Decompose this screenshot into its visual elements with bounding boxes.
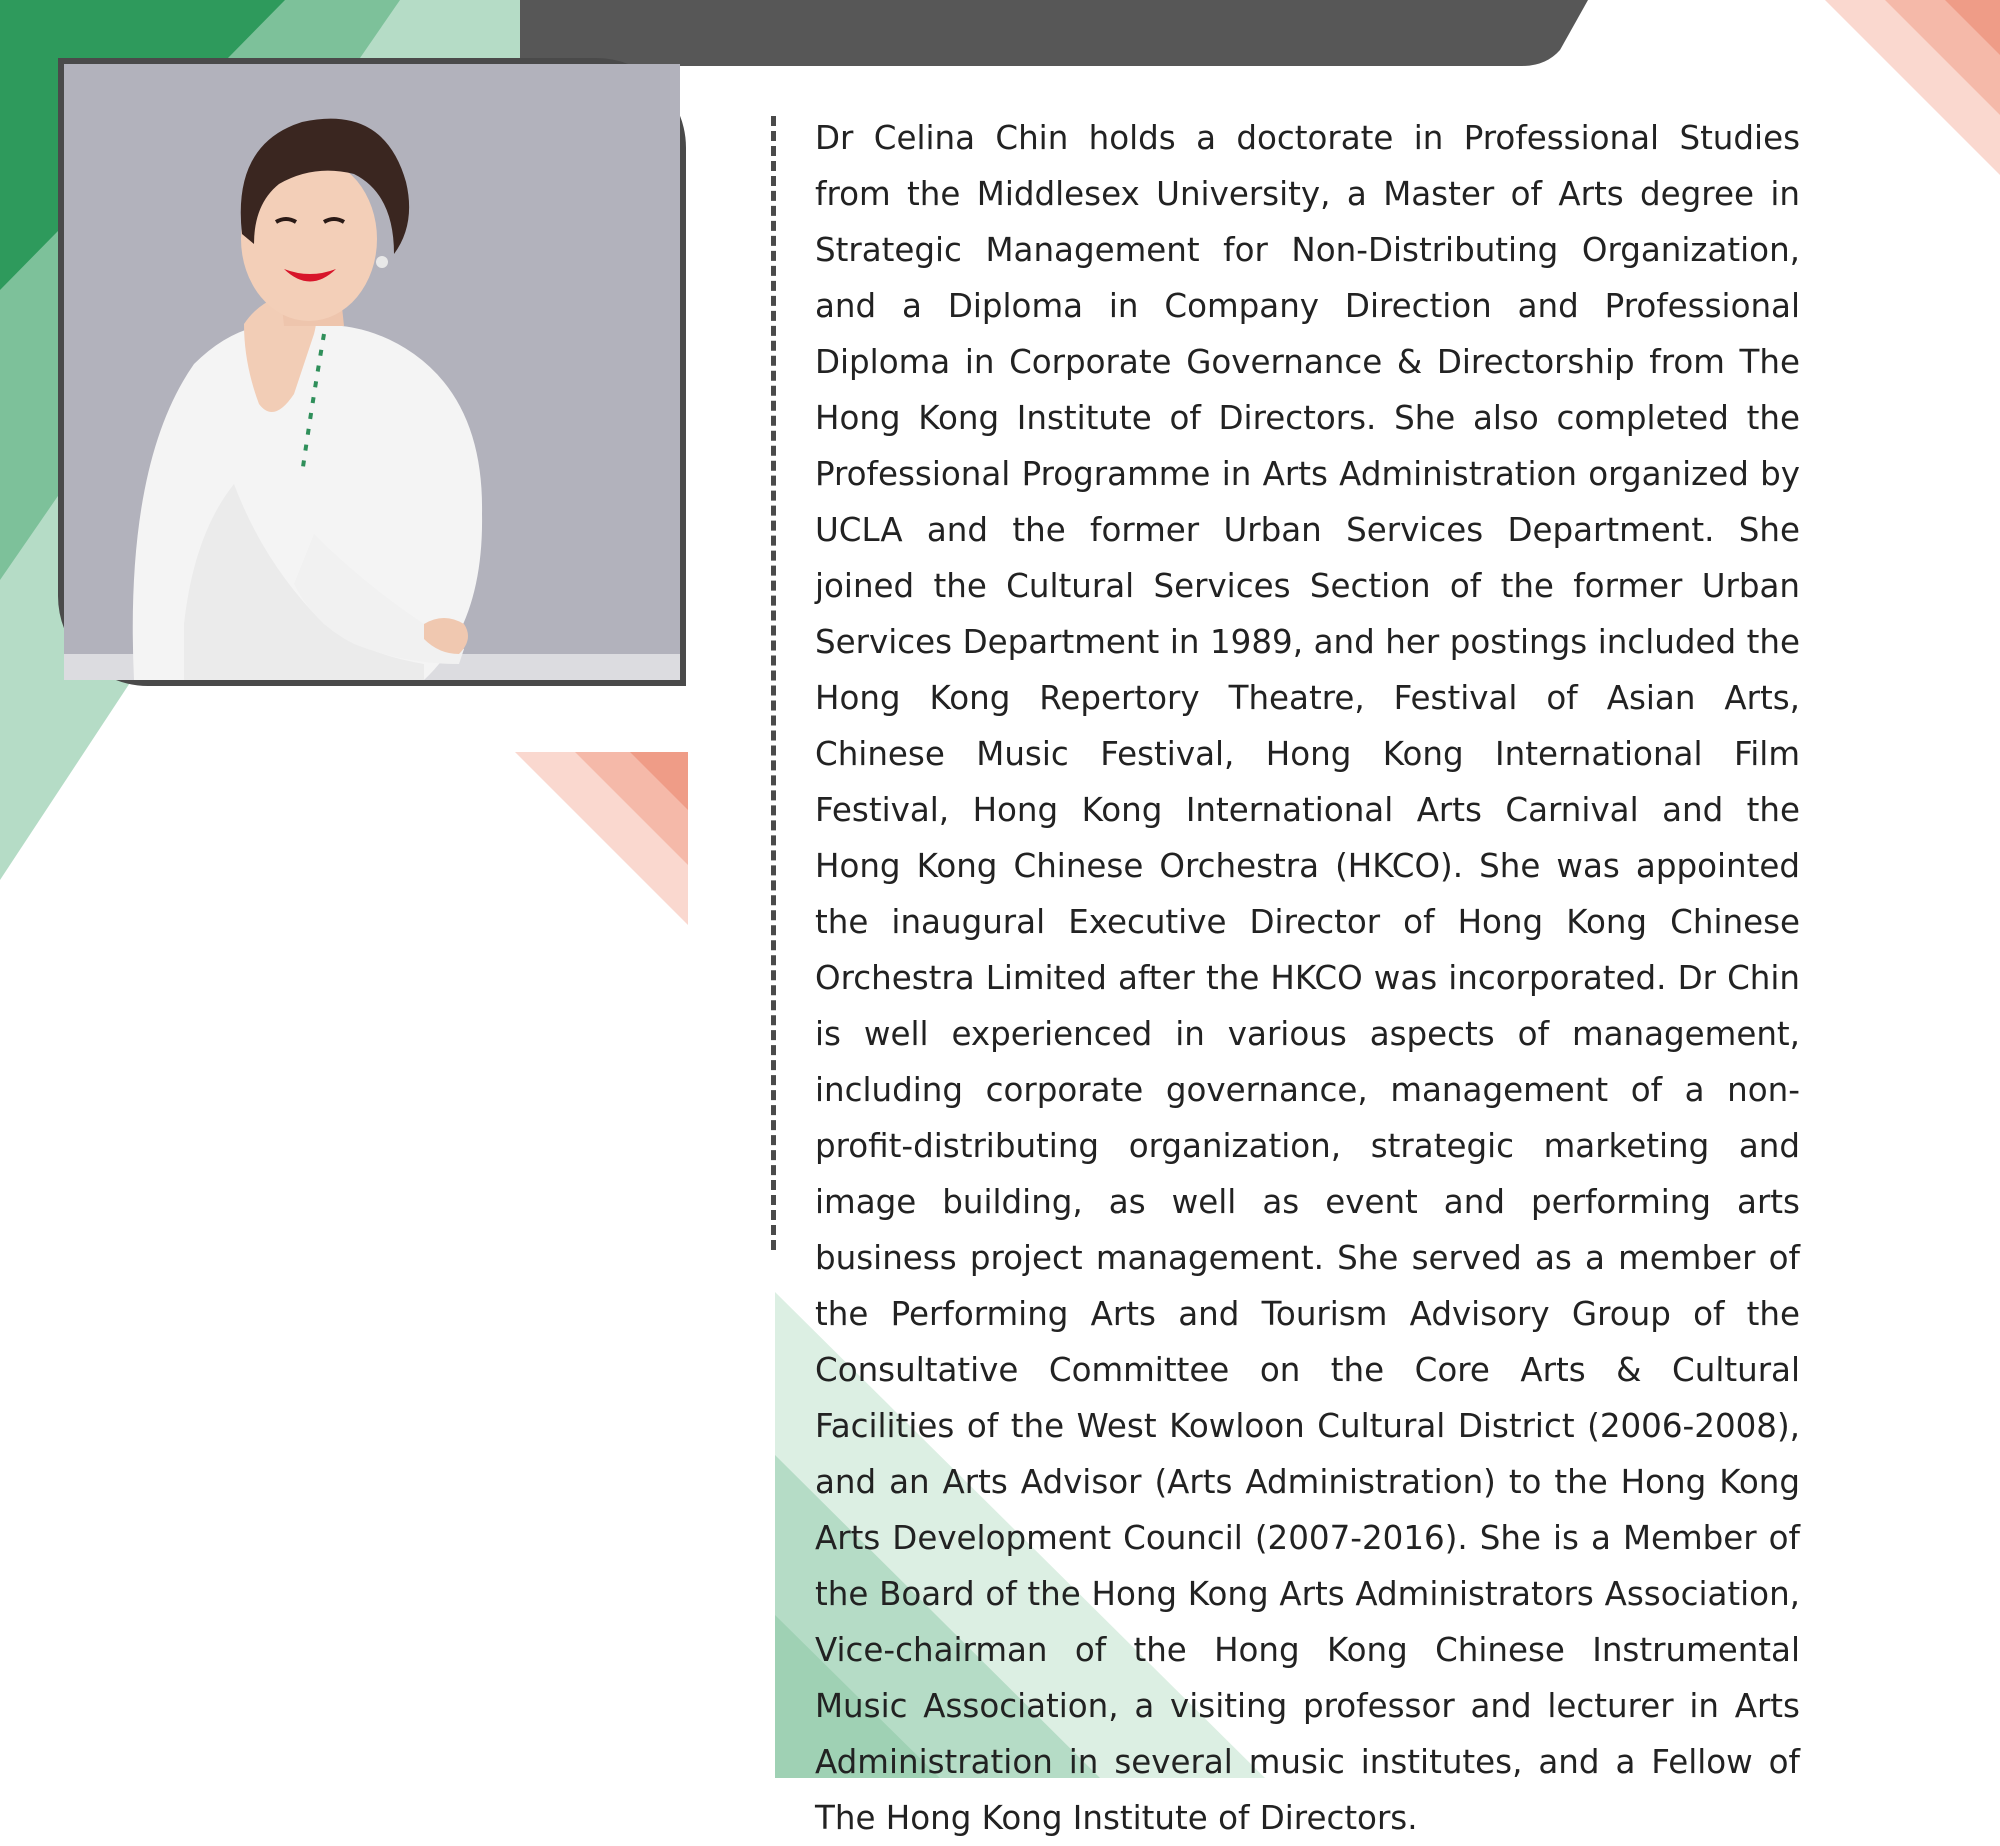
top-gray-bar [520, 0, 1588, 66]
dashed-divider [771, 116, 776, 1250]
biography-text: Dr Celina Chin holds a doctorate in Professional Studies from the Middlesex University, a Master of Arts degree in Strategic Management for Non-Distributing Organization, and a Diploma in Company Direction and Professional Diploma in Corporate Governance & Directorship from The Hong Kong Institute of Directors. She also completed the Professional Programme in Arts Administration organized by UCLA and the former Urban Services Department. She joined the Cultural Services Section of the former Urban Services Department in 1989, and her postings included the Hong Kong Repertory Theatre, Festival of Asian Arts, Chinese Music Festival, Hong Kong International Film Festival, Hong Kong International Arts Carnival and the Hong Kong Chinese Orchestra (HKCO). She was appointed the inaugural Executive Director of Hong Kong Chinese Orchestra Limited after the HKCO was incorporated. Dr Chin is well experienced in various aspects of management, including corporate governance, management of a non-profit-distributing organization, strategic marketing and image building, as well as event and performing arts business project management. She served as a member of the Performing Arts and Tourism Advisory Group of the Consultative Committee on the Core Arts & Cultural Facilities of the West Kowloon Cultural District (2006-2008), and an Arts Advisor (Arts Administration) to the Hong Kong Arts Development Council (2007-2016). She is a Member of the Board of the Hong Kong Arts Administrators Association, Vice-chairman of the Hong Kong Chinese Instrumental Music Association, a visiting professor and lecturer in Arts Administration in several music institutes, and a Fellow of The Hong Kong Institute of Directors. [815, 119, 1800, 1837]
portrait-photo [58, 58, 686, 686]
portrait-illustration [64, 64, 680, 680]
